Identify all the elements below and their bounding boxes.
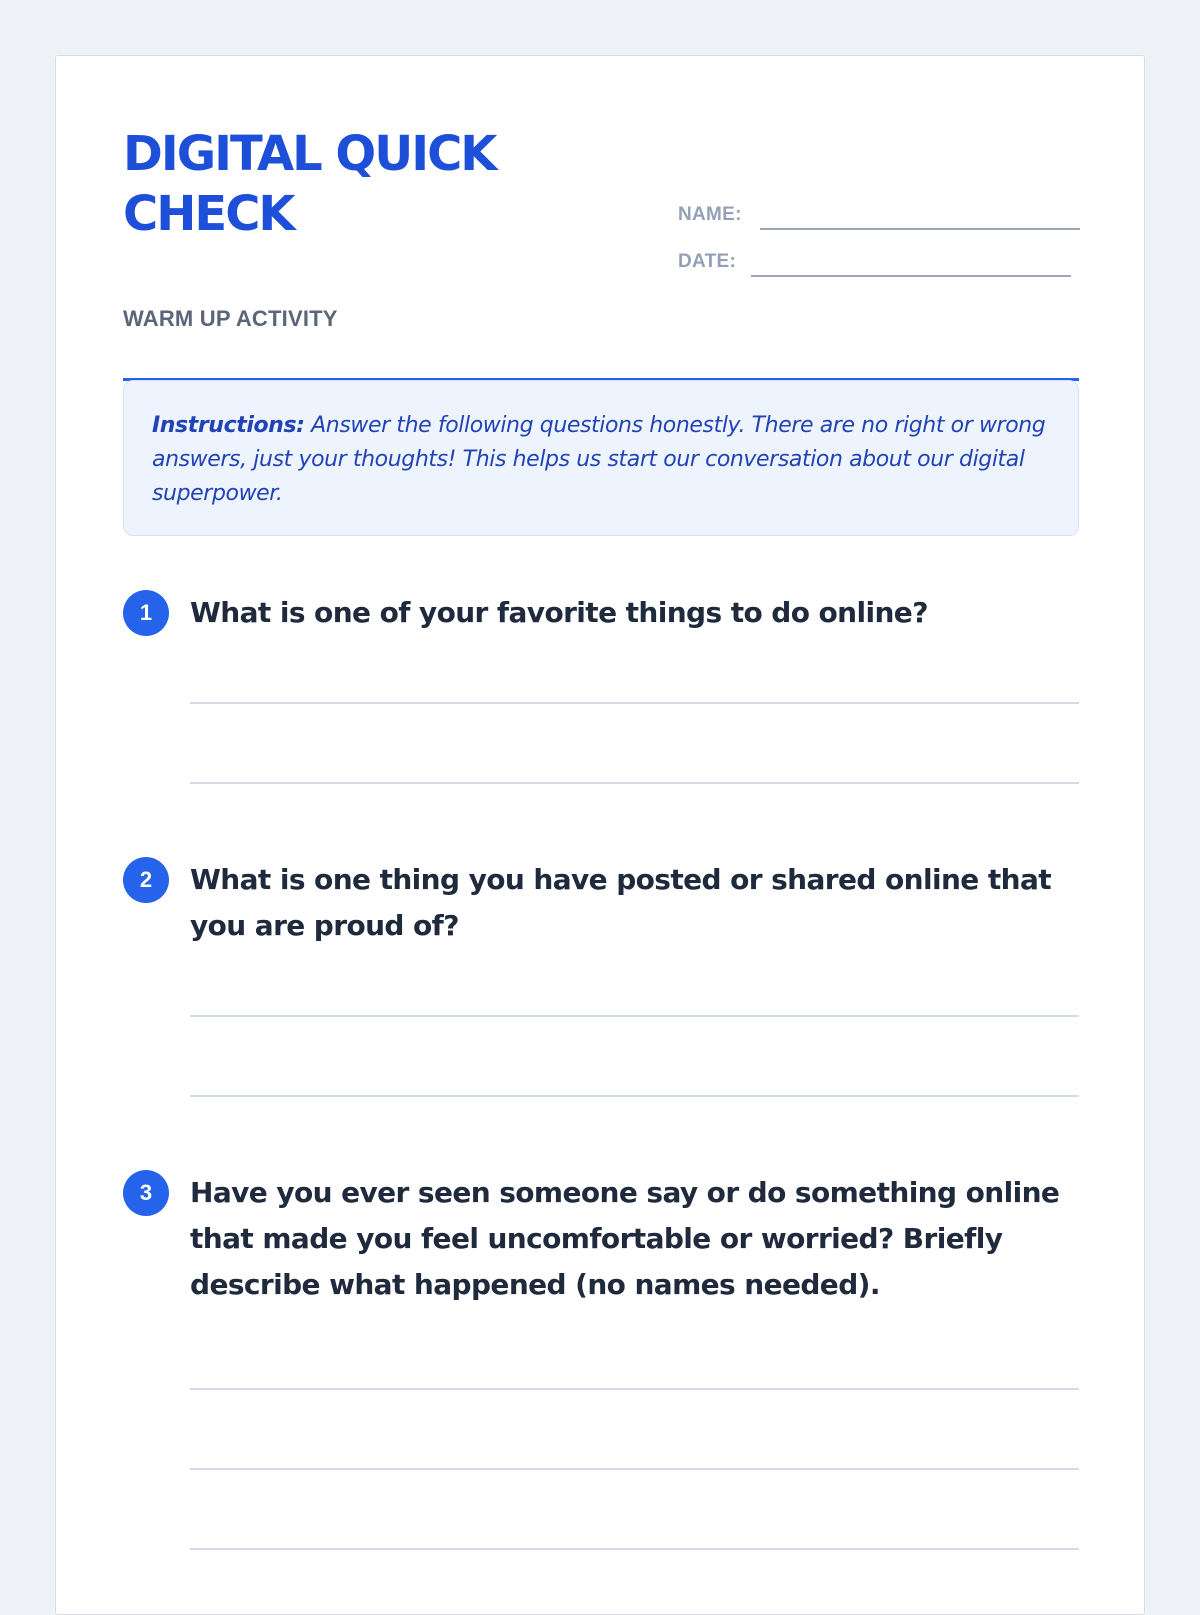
question-item (123, 1170, 1079, 1570)
instructions-box (123, 380, 1079, 536)
worksheet-page (55, 55, 1145, 1615)
worksheet-header (123, 124, 1079, 381)
instructions-lead: Instructions: (152, 413, 305, 438)
name-field[interactable] (760, 228, 1080, 230)
worksheet-subtitle: WARM UP ACTIVITY (123, 306, 338, 331)
answer-line[interactable] (190, 782, 1079, 784)
answer-line[interactable] (190, 1388, 1079, 1390)
date-field[interactable] (751, 275, 1071, 277)
name-label: NAME: (678, 204, 742, 225)
date-row (678, 247, 1078, 277)
question-item (123, 857, 1079, 1107)
date-label: DATE: (678, 251, 737, 272)
answer-line[interactable] (190, 1095, 1079, 1097)
answer-line[interactable] (190, 1468, 1079, 1470)
answer-line[interactable] (190, 1548, 1079, 1550)
question-number-badge: 2 (123, 857, 169, 903)
answer-line[interactable] (190, 702, 1079, 704)
question-text: Have you ever seen someone say or do something online that made you feel uncomfortable or worried? Briefly describe what happened (no names needed). (190, 1176, 1060, 1301)
name-row (678, 200, 1078, 230)
question-number-badge: 1 (123, 590, 169, 636)
instructions-text: Answer the following questions honestly. There are no right or wrong answers, just your thoughts! This helps us start our conversation about our digital superpower. (152, 413, 1046, 506)
question-text: What is one thing you have posted or shared online that you are proud of? (190, 863, 1052, 942)
answer-line[interactable] (190, 1015, 1079, 1017)
question-text: What is one of your favorite things to do online? (190, 596, 928, 629)
worksheet-title: DIGITAL QUICK CHECK (123, 126, 496, 242)
question-item (123, 590, 1079, 786)
question-number-badge: 3 (123, 1170, 169, 1216)
